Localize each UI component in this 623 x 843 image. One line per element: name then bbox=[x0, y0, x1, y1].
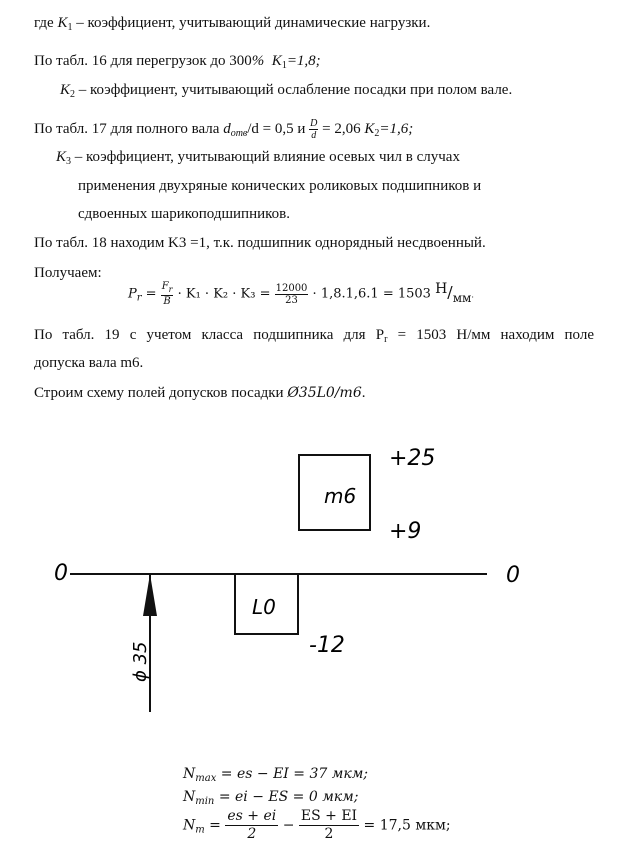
text-line-k1: где $K_1$ – коэффициент, учитывающий динамические нагрузки. bbox=[34, 15, 431, 33]
text-line-table17: По табл. 17 для полного вала $d_{отв}/d = 0,5$ и $\frac{D}{d}$ = 2,06 $K_2=1,6$; bbox=[34, 118, 414, 141]
D-over-d-fraction: $\frac{D}{d}$ bbox=[310, 118, 318, 141]
text-line-table18: По табл. 18 находим K3 =1, т.к. подшипник однорядный несдвоенный. bbox=[34, 235, 486, 251]
nm-fraction-2: $\frac{ES + EI}{2}$ bbox=[300, 808, 358, 842]
text-line-scheme: Строим схему полей допусков посадки Ø35L0/m6. bbox=[34, 385, 366, 401]
l0-label: L0 bbox=[252, 595, 276, 619]
tolerance-diagram bbox=[0, 430, 623, 760]
text-line-table19: По табл. 19 с учетом класса подшипника для $P_r = 1503$ Н/мм находим поле bbox=[34, 327, 595, 345]
text-line-k3: $K_3$ – коэффициент, учитывающий влияние осевых чил в случах bbox=[56, 149, 460, 167]
nmax-equation: $N_{max}$ = es − EI = 37 мкм; bbox=[183, 766, 369, 784]
nmin-equation: $N_{min}$ = ei − ES = 0 мкм; bbox=[183, 789, 359, 807]
formula-pr: $P_r$ = $\frac{F_r}{B}$ · K₁ · K₂ · K₃ = $\frac{12000}{23}$ · 1,8.1,6.1 = 1503 Н/мм. bbox=[128, 280, 474, 307]
nm-fraction-1: $\frac{es + ei}{2}$ bbox=[227, 808, 277, 842]
hole-lower-deviation-label: -12 bbox=[309, 633, 345, 658]
text-line-result: Получаем: bbox=[34, 265, 102, 281]
text-line-field: допуска вала m6. bbox=[34, 355, 144, 371]
fr-over-b-fraction: $\frac{F_r}{B}$ bbox=[161, 281, 173, 307]
arrow-head-icon bbox=[143, 574, 157, 616]
text-line-table16: По табл. 16 для перегрузок до 300% $K_1=1,8$; bbox=[34, 53, 321, 71]
nm-equation: $N_m$ = $\frac{es + ei}{2}$ − $\frac{ES + EI}{2}$ = 17,5 мкм; bbox=[183, 808, 451, 842]
zero-left-label: 0 bbox=[54, 561, 68, 586]
zero-right-label: 0 bbox=[506, 563, 520, 588]
text-line-k2: $K_2$ – коэффициент, учитывающий ослабление посадки при полом вале. bbox=[60, 82, 513, 100]
text-line-twin: сдвоенных шарикоподшипников. bbox=[78, 206, 290, 222]
load-fraction: $\frac{12000}{23}$ bbox=[275, 282, 308, 306]
upper-deviation-label: +25 bbox=[389, 446, 436, 471]
m6-label: m6 bbox=[324, 484, 357, 508]
lower-deviation-label: +9 bbox=[389, 519, 422, 544]
text-line-bearings: применения двухряные конических роликовых подшипников и bbox=[78, 178, 482, 194]
diameter-label: ϕ 35 bbox=[130, 641, 151, 682]
